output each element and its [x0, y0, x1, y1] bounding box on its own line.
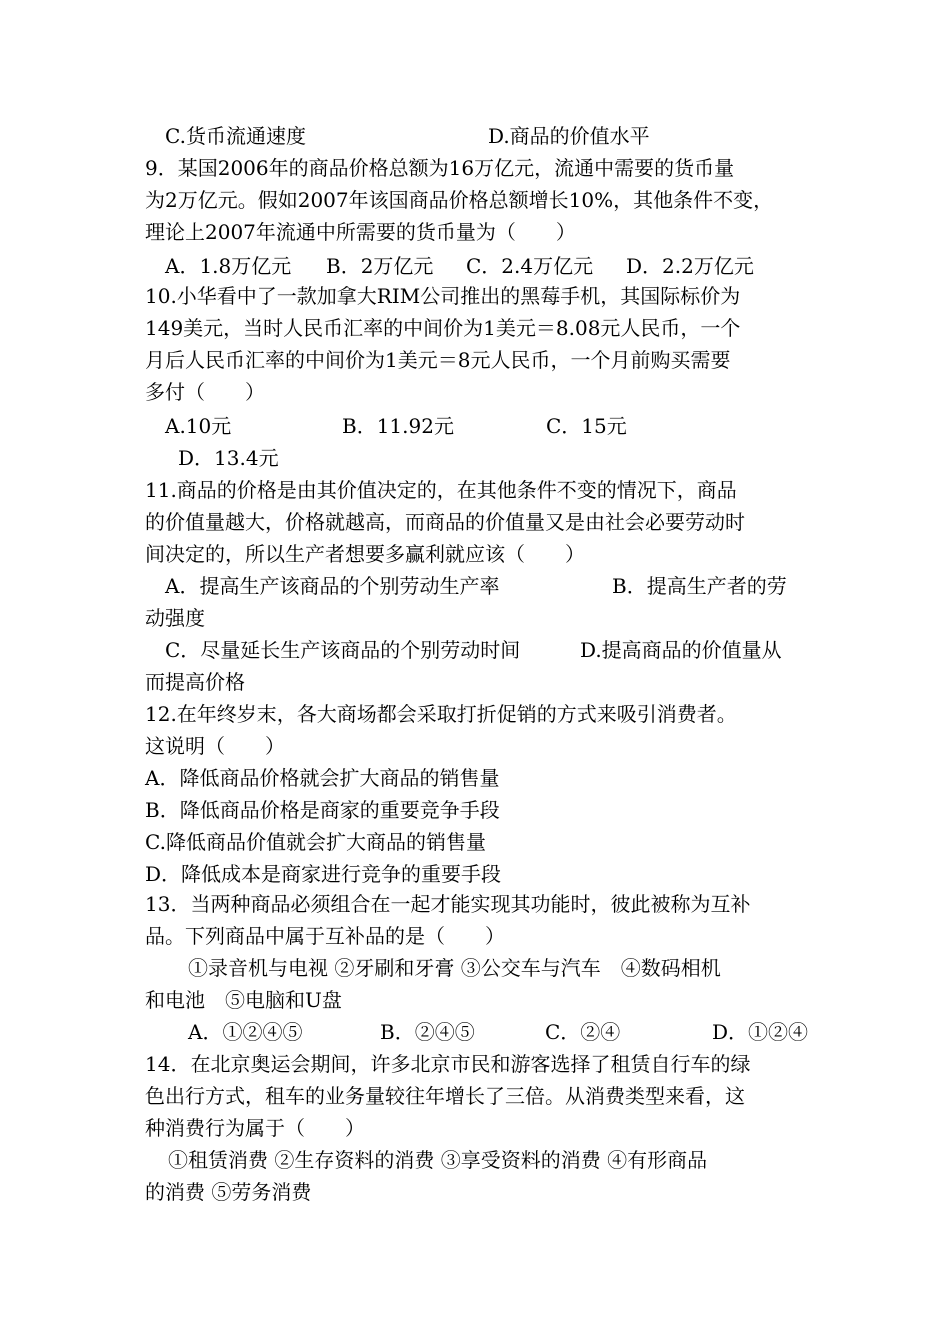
- q13-stem-line-1: 13．当两种商品必须组合在一起才能实现其功能时，彼此被称为互补: [145, 892, 751, 916]
- q9-option-c: C．2.4万亿元: [466, 254, 594, 278]
- q11-option-d: D.提高商品的价值量从: [580, 638, 782, 662]
- q9-option-b: B．2万亿元: [326, 254, 434, 278]
- q14-stem-line-3: 种消费行为属于（ ）: [145, 1116, 365, 1140]
- q9-stem-line-2: 为2万亿元。假如2007年该国商品价格总额增长10%，其他条件不变，: [145, 188, 774, 212]
- q12-option-c: C.降低商品价值就会扩大商品的销售量: [145, 830, 486, 854]
- q12-option-b: B．降低商品价格是商家的重要竞争手段: [145, 798, 500, 822]
- q13-statements-line-2: 和电池 ⑤电脑和U盘: [145, 988, 342, 1012]
- q12-option-d: D．降低成本是商家进行竞争的重要手段: [145, 862, 502, 886]
- q11-option-a: A．提高生产该商品的个别劳动生产率: [165, 574, 500, 598]
- q12-stem-line-1: 12.在年终岁末，各大商场都会采取打折促销的方式来吸引消费者。: [145, 702, 737, 726]
- q14-stem-line-1: 14．在北京奥运会期间，许多北京市民和游客选择了租赁自行车的绿: [145, 1052, 751, 1076]
- q13-stem-line-2: 品。下列商品中属于互补品的是（ ）: [145, 924, 505, 948]
- q10-stem-line-4: 多付（ ）: [145, 380, 265, 404]
- q11-option-b: B．提高生产者的劳: [612, 574, 787, 598]
- q12-stem-line-2: 这说明（ ）: [145, 734, 285, 758]
- q9-option-d: D．2.2万亿元: [626, 254, 754, 278]
- q11-stem-line-2: 的价值量越大，价格就越高，而商品的价值量又是由社会必要劳动时: [145, 510, 745, 534]
- q8-option-d: D.商品的价值水平: [488, 124, 650, 148]
- q13-option-d: D．①②④: [712, 1020, 809, 1044]
- q10-option-a: A.10元: [165, 414, 232, 438]
- q11-stem-line-3: 间决定的，所以生产者想要多赢利就应该（ ）: [145, 542, 585, 566]
- q9-stem-line-1: 9．某国2006年的商品价格总额为16万亿元，流通中需要的货币量: [145, 156, 735, 180]
- q9-option-a: A．1.8万亿元: [165, 254, 292, 278]
- q10-option-d: D．13.4元: [178, 446, 279, 470]
- q13-option-b: B．②④⑤: [380, 1020, 475, 1044]
- q10-stem-line-3: 月后人民币汇率的中间价为1美元＝8元人民币，一个月前购买需要: [145, 348, 731, 372]
- q11-option-c: C．尽量延长生产该商品的个别劳动时间: [165, 638, 521, 662]
- q13-option-a: A．①②④⑤: [188, 1020, 303, 1044]
- q10-option-c: C．15元: [546, 414, 627, 438]
- q11-stem-line-1: 11.商品的价格是由其价值决定的，在其他条件不变的情况下，商品: [145, 478, 737, 502]
- q11-option-b-continued: 动强度: [145, 606, 205, 630]
- q12-option-a: A．降低商品价格就会扩大商品的销售量: [145, 766, 500, 790]
- q14-statements-line-2: 的消费 ⑤劳务消费: [145, 1180, 312, 1204]
- q8-option-c: C.货币流通速度: [165, 124, 306, 148]
- q9-stem-line-3: 理论上2007年流通中所需要的货币量为（ ）: [145, 220, 576, 244]
- q10-option-b: B．11.92元: [342, 414, 454, 438]
- q11-option-d-continued: 而提高价格: [145, 670, 245, 694]
- q14-stem-line-2: 色出行方式，租车的业务量较往年增长了三倍。从消费类型来看，这: [145, 1084, 745, 1108]
- q14-statements-line-1: ①租赁消费 ②生存资料的消费 ③享受资料的消费 ④有形商品: [168, 1148, 708, 1172]
- q13-statements-line-1: ①录音机与电视 ②牙刷和牙膏 ③公交车与汽车 ④数码相机: [188, 956, 721, 980]
- q10-stem-line-2: 149美元，当时人民币汇率的中间价为1美元＝8.08元人民币，一个: [145, 316, 741, 340]
- q10-stem-line-1: 10.小华看中了一款加拿大RIM公司推出的黑莓手机，其国际标价为: [145, 284, 741, 308]
- q13-option-c: C．②④: [545, 1020, 621, 1044]
